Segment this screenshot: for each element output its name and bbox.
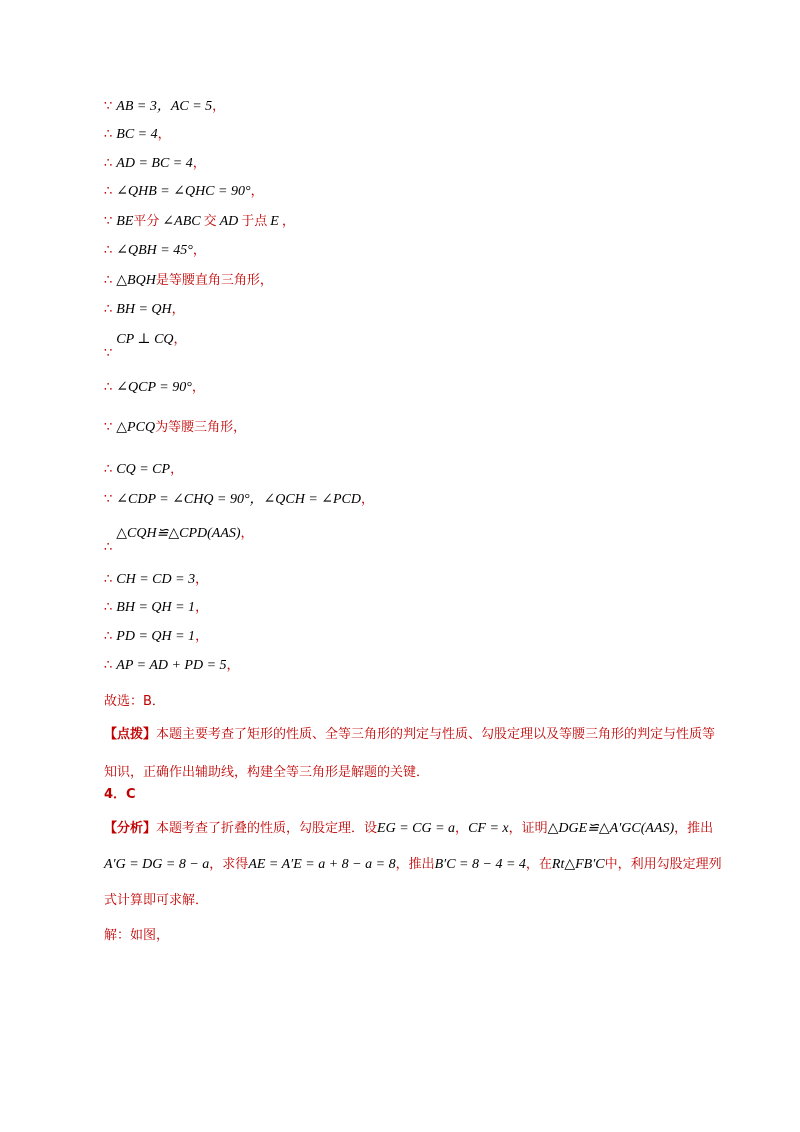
math-expression: △CQH≌△CPD(AAS) bbox=[116, 526, 241, 541]
analysis-label: 【分析】 bbox=[104, 821, 157, 836]
math-expression: ∠QHB = ∠QHC = 90° bbox=[116, 184, 251, 199]
math-expression: CH = CD = 3 bbox=[116, 572, 196, 587]
reason-symbol: ∴ bbox=[104, 127, 113, 142]
analysis-text-2: ， bbox=[455, 821, 469, 836]
analysis-text-3: ，证明 bbox=[508, 821, 548, 836]
punctuation: ， bbox=[259, 273, 273, 288]
proof-line bbox=[104, 570, 208, 589]
chinese-text: 为等腰三角形 bbox=[155, 420, 234, 435]
punctuation: ， bbox=[192, 243, 206, 258]
tip-paragraph bbox=[104, 716, 724, 792]
proof-line bbox=[104, 490, 374, 509]
math-expression: CP ⊥ CQ bbox=[116, 332, 174, 347]
analysis-math-6: B′C = 8 − 4 = 4 bbox=[434, 857, 526, 872]
analysis-paragraph bbox=[104, 811, 724, 919]
math-expression: △BQH bbox=[116, 273, 156, 288]
proof-line bbox=[104, 330, 187, 361]
proof-line bbox=[104, 598, 208, 617]
math-expression: △PCQ bbox=[116, 420, 156, 435]
math-expression: AB = 3，AC = 5 bbox=[116, 99, 213, 114]
punctuation: ， bbox=[212, 99, 226, 114]
punctuation: ， bbox=[240, 526, 254, 541]
answer-text: 故选：B． bbox=[104, 694, 165, 709]
reason-symbol: ∴ bbox=[104, 184, 113, 199]
proof-line bbox=[104, 524, 254, 555]
q4-text: 4．C bbox=[104, 787, 136, 802]
punctuation: ， bbox=[170, 462, 184, 477]
punctuation: ， bbox=[195, 629, 209, 644]
proof-line bbox=[104, 212, 295, 231]
math-expression: CQ = CP bbox=[116, 462, 171, 477]
reason-symbol: ∴ bbox=[104, 462, 113, 477]
math-expression: ∠ABC bbox=[162, 214, 201, 229]
punctuation: ， bbox=[250, 184, 264, 199]
proof-line bbox=[104, 241, 206, 260]
math-expression: ∠QBH = 45° bbox=[116, 243, 193, 258]
math-expression: BC = 4 bbox=[116, 127, 158, 142]
reason-symbol: ∴ bbox=[104, 302, 113, 317]
punctuation: ， bbox=[195, 600, 209, 615]
chinese-text: 是等腰直角三角形 bbox=[155, 273, 260, 288]
analysis-math-3: △DGE≌△A′GC(AAS) bbox=[547, 821, 675, 836]
reason-symbol: ∴ bbox=[104, 658, 113, 673]
punctuation: ， bbox=[157, 127, 171, 142]
math-expression: ∠QCP = 90° bbox=[116, 380, 192, 395]
punctuation: ， bbox=[191, 380, 205, 395]
punctuation: ， bbox=[281, 214, 295, 229]
math-expression: BH = QH = 1 bbox=[116, 600, 196, 615]
reason-symbol: ∴ bbox=[104, 273, 113, 288]
reason-symbol: ∴ bbox=[104, 243, 113, 258]
reason-symbol: ∵ bbox=[104, 420, 113, 435]
analysis-text-6: ，推出 bbox=[395, 857, 435, 872]
math-expression: AD = BC = 4 bbox=[116, 156, 193, 171]
tip-label: 【点拨】 bbox=[104, 727, 157, 742]
punctuation: ， bbox=[233, 420, 247, 435]
reason-symbol: ∵ bbox=[104, 492, 113, 507]
math-expression: PD = QH = 1 bbox=[116, 629, 196, 644]
analysis-text-8: 中，利用勾股定理列式计算即可求解． bbox=[104, 857, 722, 908]
reason-symbol: ∴ bbox=[104, 629, 113, 644]
answer-line bbox=[104, 692, 165, 711]
reason-symbol: ∴ bbox=[104, 600, 113, 615]
math-expression: BH = QH bbox=[116, 302, 172, 317]
analysis-math-2: CF = x bbox=[468, 821, 509, 836]
proof-line bbox=[104, 125, 171, 144]
question-4-answer bbox=[104, 785, 136, 804]
proof-line bbox=[104, 154, 206, 173]
proof-line bbox=[104, 418, 246, 437]
math-expression: E bbox=[270, 214, 279, 229]
punctuation: ， bbox=[173, 332, 187, 347]
proof-line bbox=[104, 378, 205, 397]
reason-symbol: ∵ bbox=[104, 346, 113, 361]
punctuation: ， bbox=[171, 302, 185, 317]
math-expression: BE bbox=[116, 214, 134, 229]
proof-line bbox=[104, 460, 183, 479]
punctuation: ， bbox=[226, 658, 240, 673]
chinese-text: 于点 bbox=[241, 214, 268, 229]
proof-line bbox=[104, 656, 240, 675]
math-expression: AP = AD + PD = 5 bbox=[116, 658, 227, 673]
solution-text: 解：如图， bbox=[104, 928, 170, 943]
math-expression: AD bbox=[219, 214, 239, 229]
proof-line bbox=[104, 271, 273, 290]
chinese-text: 平分 bbox=[133, 214, 160, 229]
chinese-text: 交 bbox=[203, 214, 217, 229]
analysis-math-1: EG = CG = a bbox=[377, 821, 456, 836]
math-expression: ∠CDP = ∠CHQ = 90°，∠QCH = ∠PCD bbox=[116, 492, 362, 507]
reason-symbol: ∴ bbox=[104, 156, 113, 171]
punctuation: ， bbox=[195, 572, 209, 587]
reason-symbol: ∴ bbox=[104, 572, 113, 587]
reason-symbol: ∴ bbox=[104, 540, 113, 555]
reason-symbol: ∵ bbox=[104, 214, 113, 229]
tip-text: 本题主要考查了矩形的性质、全等三角形的判定与性质、勾股定理以及等腰三角形的判定与性质等知识，正确作出辅助线，构建全等三角形是解题的关键． bbox=[104, 727, 716, 780]
analysis-math-4: A′G = DG = 8 − a bbox=[104, 857, 210, 872]
proof-line bbox=[104, 300, 185, 319]
reason-symbol: ∵ bbox=[104, 99, 113, 114]
proof-line bbox=[104, 182, 264, 201]
proof-line bbox=[104, 627, 208, 646]
analysis-text-4: ，推出 bbox=[674, 821, 714, 836]
analysis-text-1: 本题考查了折叠的性质，勾股定理．设 bbox=[156, 821, 378, 836]
reason-symbol: ∴ bbox=[104, 380, 113, 395]
analysis-text-5: ，求得 bbox=[209, 857, 249, 872]
analysis-text-7: ，在 bbox=[525, 857, 552, 872]
analysis-math-7: Rt△FB′C bbox=[551, 857, 605, 872]
analysis-math-5: AE = A′E = a + 8 − a = 8 bbox=[248, 857, 396, 872]
punctuation: ， bbox=[361, 492, 375, 507]
punctuation: ， bbox=[192, 156, 206, 171]
solution-line bbox=[104, 926, 169, 945]
proof-line bbox=[104, 97, 225, 116]
